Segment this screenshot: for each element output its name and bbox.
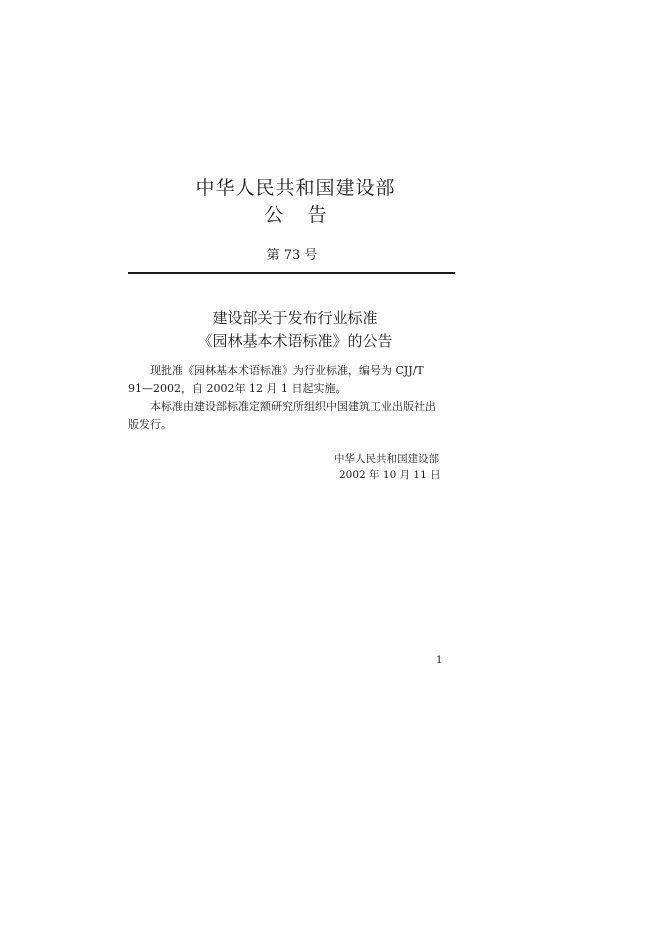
announcement-title-line-2: 《园林基本术语标准》的公告 (197, 332, 393, 350)
announcement-title-line-1: 建设部关于发布行业标准 (212, 309, 378, 327)
paragraph-2-line-1: 本标准由建设部标准定额研究所组织中国建筑工业出版社出 (150, 400, 436, 413)
paragraph-1-line-2: 91—2002，自 2002年 12 月 1 日起实施。 (128, 382, 347, 395)
paragraph-1-line-1: 现批准《园林基本术语标准》为行业标准，编号为 CJJ/T (150, 364, 424, 377)
signature-organization: 中华人民共和国建设部 (334, 453, 439, 465)
document-type-heading: 公 告 (264, 204, 327, 226)
paragraph-2-line-2: 版发行。 (128, 418, 172, 431)
header-divider (128, 272, 455, 274)
signature-date: 2002 年 10 月 11 日 (339, 469, 441, 481)
page-number: 1 (436, 655, 443, 666)
issuer-heading: 中华人民共和国建设部 (195, 177, 396, 199)
announcement-number: 第 73 号 (266, 248, 318, 263)
